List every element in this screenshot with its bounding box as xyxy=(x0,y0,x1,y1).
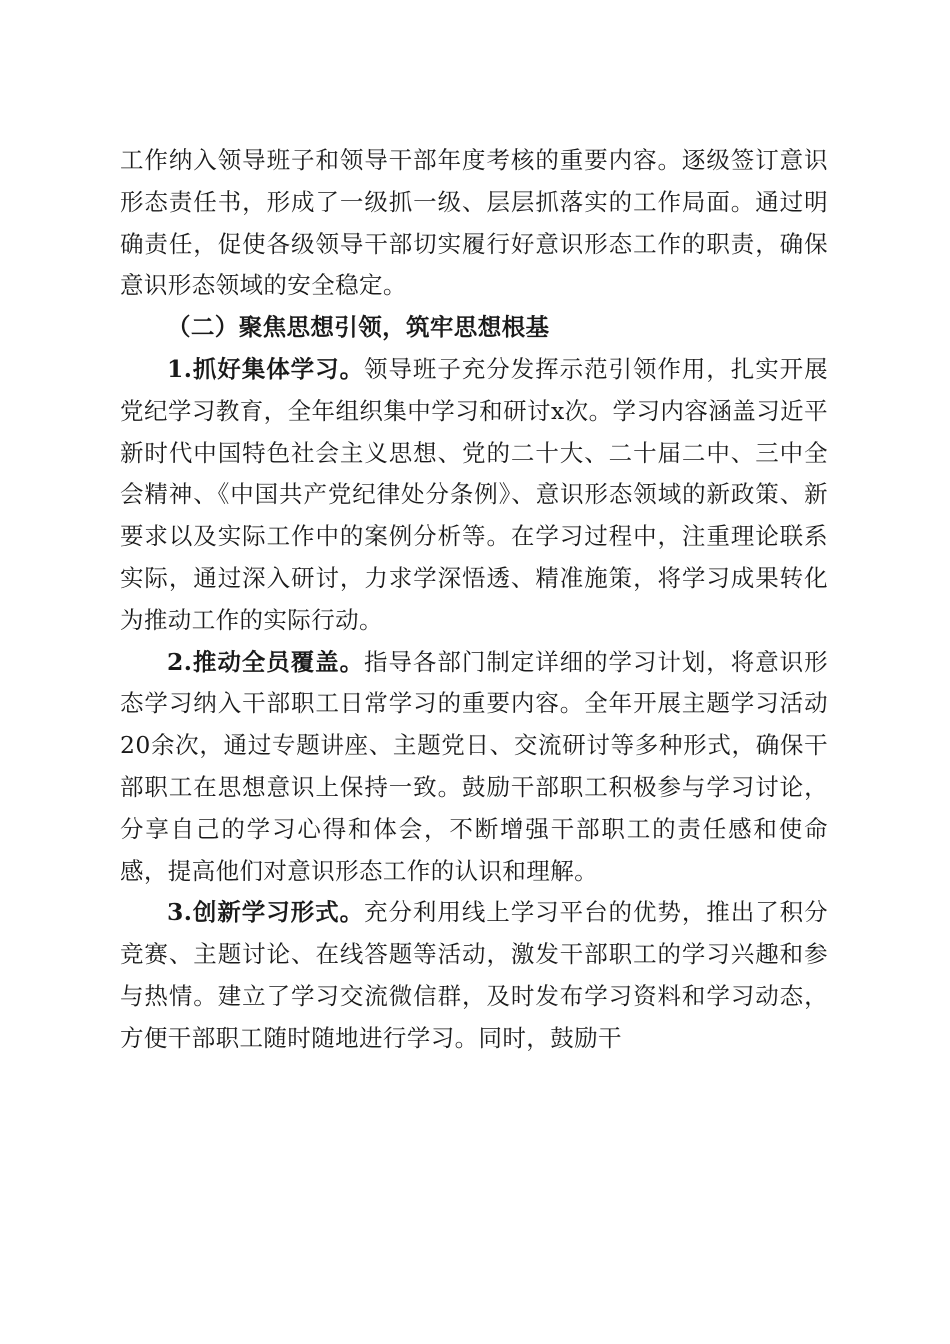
document-page xyxy=(120,140,828,1060)
section-heading: （二）聚焦思想引领，筑牢思想根基 xyxy=(167,313,550,342)
list-item-2-body: 指导各部门制定详细的学习计划，将意识形态学习纳入干部职工日常学习的重要内容。全年开展主题学习活动20余次，通过专题讲座、主题党日、交流研讨等多种形式，确保干部职工在思想意识上保持一致。鼓励干部职工积极参与学习讨论，分享自己的学习心得和体会，不断增强干部职工的责任感和使命感，提高他们对意识形态工作的认识和理解。 xyxy=(120,647,828,885)
list-item-3 xyxy=(120,892,828,1059)
paragraph-continuation: 工作纳入领导班子和领导干部年度考核的重要内容。逐级签订意识形态责任书，形成了一级抓一级、层层抓落实的工作局面。通过明确责任，促使各级领导干部切实履行好意识形态工作的职责，确保意识形态领域的安全稳定。 xyxy=(120,146,828,300)
list-item-1 xyxy=(120,349,828,642)
list-item-2-lead: 2.推动全员覆盖。 xyxy=(167,647,365,676)
list-item-1-lead: 1.抓好集体学习。 xyxy=(167,354,365,383)
list-item-1-body: 领导班子充分发挥示范引领作用，扎实开展党纪学习教育，全年组织集中学习和研讨x次。学习内容涵盖习近平新时代中国特色社会主义思想、党的二十大、二十届二中、三中全会精神、《中国共产党纪律处分条例》、意识形态领域的新政策、新要求以及实际工作中的案例分析等。在学习过程中，注重理论联系实际，通过深入研讨，力求学深悟透、精准施策，将学习成果转化为推动工作的实际行动。 xyxy=(120,354,828,634)
list-item-2 xyxy=(120,642,828,893)
list-item-3-body: 充分利用线上学习平台的优势，推出了积分竞赛、主题讨论、在线答题等活动，激发干部职工的学习兴趣和参与热情。建立了学习交流微信群，及时发布学习资料和学习动态，方便干部职工随时随地进行学习。同时，鼓励干 xyxy=(120,898,828,1052)
list-item-3-lead: 3.创新学习形式。 xyxy=(167,898,365,927)
